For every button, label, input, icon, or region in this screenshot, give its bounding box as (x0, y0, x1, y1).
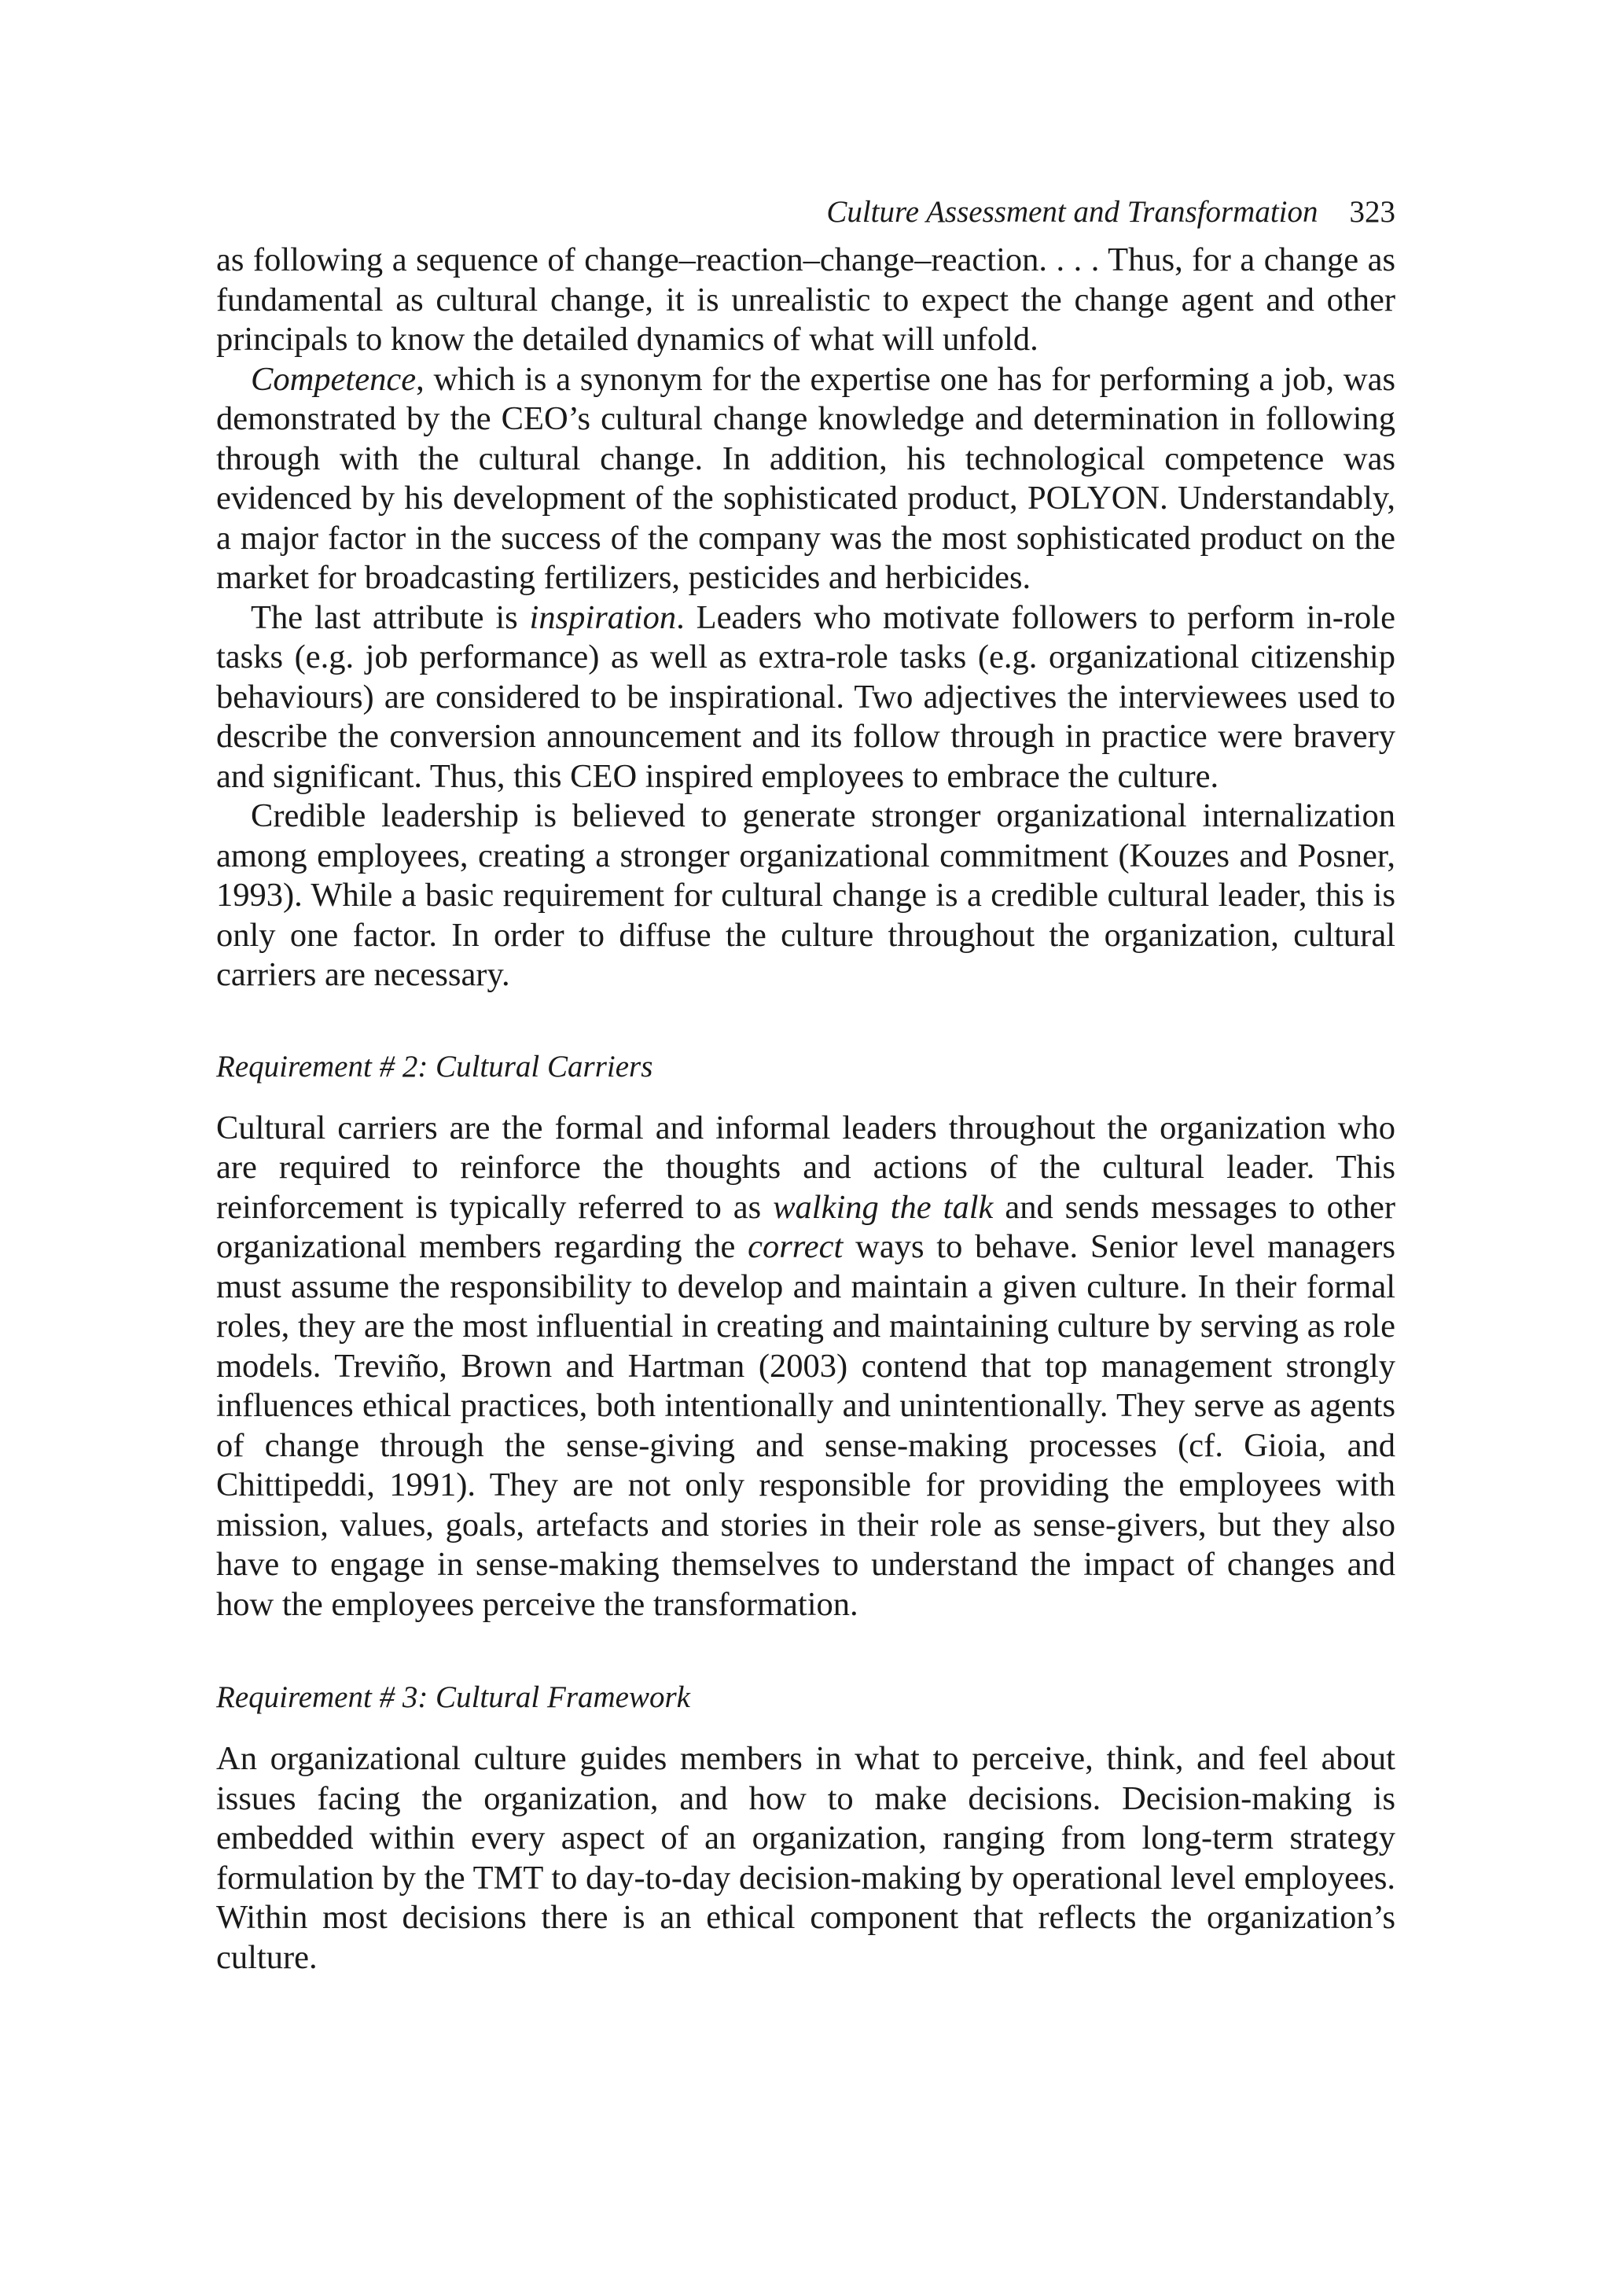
paragraph-cultural-framework (216, 1739, 1395, 1978)
section-heading: Requirement # 3: Cultural Framework (216, 1680, 690, 1714)
book-page (216, 189, 1395, 1978)
italic-term: Competence (251, 360, 417, 398)
text-run: , which is a synonym for the expertise one has for performing a job, was demonstrated by the CEO’s cultural change knowledge and determination in following through with the cultural change. In addition, his technological competence was evidenced by his development of the sophisticated product, POLYON. Understandably, a major factor in the success of the company was the most sophisticated product on the market for broadcasting fertilizers, pesticides and herbicides. (216, 360, 1395, 596)
running-head-title: Culture Assessment and Transformation (826, 195, 1318, 229)
section-cultural-framework (216, 1678, 1395, 1978)
text-run: An organizational culture guides members in what to perceive, think, and feel about issues facing the organization, and how to make decisions. Decision-making is embedded within every aspect of an organization, ranging from long-term strategy formulation by the TMT to day-to-day decision-making by operational level employees. Within most decisions there is an ethical component that reflects the organization’s culture. (216, 1740, 1395, 1976)
italic-term: inspiration (529, 598, 677, 636)
section-heading: Requirement # 2: Cultural Carriers (216, 1049, 653, 1084)
text-run: The last attribute is (251, 598, 530, 636)
text-run: Cultural carriers are the formal and informal leaders throughout the organization who are required to reinforce the thoughts and actions of the cultural leader. This reinforcement is typically referred to as (216, 1109, 1395, 1226)
paragraph-competence (216, 360, 1395, 598)
paragraph-continued (216, 241, 1395, 360)
text-run: and sends messages to other organizational members regarding the (216, 1188, 1395, 1265)
italic-phrase: walking the talk (773, 1188, 994, 1226)
italic-term: correct (748, 1228, 844, 1265)
section-cultural-carriers (216, 1047, 1395, 1625)
paragraph-credible-leadership (216, 797, 1395, 995)
text-run: as following a sequence of change–reaction–change–reaction. . . . Thus, for a change as fundamental as cultural change, it is unrealistic to expect the change agent and other principals to know the detailed dynamics of what will unfold. (216, 241, 1395, 358)
running-head (216, 189, 1395, 241)
paragraph-inspiration (216, 598, 1395, 797)
text-run: ways to behave. Senior level managers must assume the responsibility to develop and maintain a given culture. In their formal roles, they are the most influential in creating and maintaining culture by serving as role models. Treviño, Brown and Hartman (2003) contend that top management strongly influences ethical practices, both intentionally and unintentionally. They serve as agents of change through the sense-giving and sense-making processes (cf. Gioia, and Chittipeddi, 1991). They are not only responsible for providing the employees with mission, values, goals, artefacts and stories in their role as sense-givers, but they also have to engage in sense-making themselves to understand the impact of changes and how the employees perceive the transformation. (216, 1228, 1395, 1623)
page-number: 323 (1349, 195, 1395, 229)
body-text (216, 241, 1395, 1978)
text-run: . Leaders who motivate followers to perform in-role tasks (e.g. job performance) as well as extra-role tasks (e.g. organizational citizenship behaviours) are considered to be inspirational. Two adjectives the interviewees used to describe the conversion announcement and its follow through in practice were bravery and significant. Thus, this CEO inspired employees to embrace the culture. (216, 598, 1395, 795)
paragraph-cultural-carriers (216, 1109, 1395, 1625)
text-run: Credible leadership is believed to generate stronger organizational internalization among employees, creating a stronger organizational commitment (Kouzes and Posner, 1993). While a basic requirement for cultural change is a credible cultural leader, this is only one factor. In order to diffuse the culture throughout the organization, cultural carriers are necessary. (216, 797, 1395, 993)
